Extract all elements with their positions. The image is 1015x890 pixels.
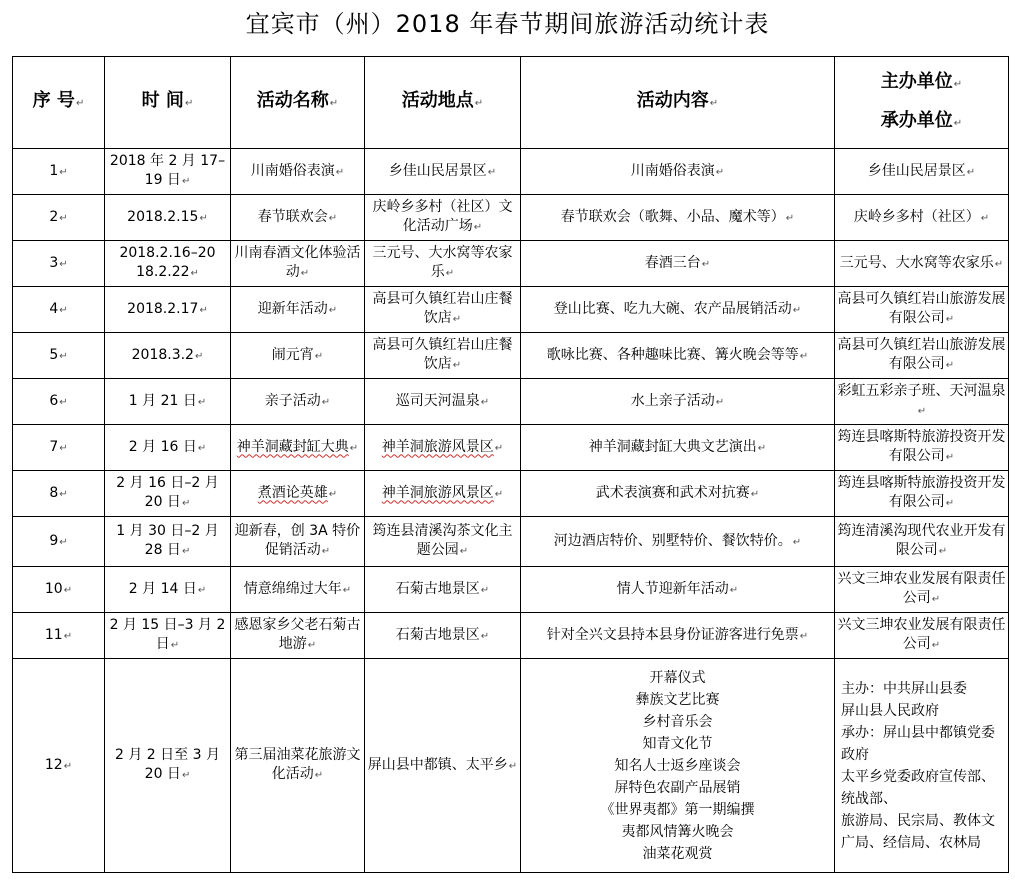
cell-no: 6↵ bbox=[13, 379, 105, 425]
cell-name: 迎新年活动↵ bbox=[231, 287, 365, 333]
table-row bbox=[13, 567, 1009, 613]
org-line: 旅游局、民宗局、教体文广局、经信局、农林局 bbox=[841, 812, 995, 851]
cell-name: 感恩家乡父老石菊古地游↵ bbox=[231, 613, 365, 659]
cell-name: 神羊洞藏封缸大典↵ bbox=[231, 425, 365, 471]
cell-content: 春酒三台↵ bbox=[521, 241, 835, 287]
cell-time: 2 月 16 日–2 月 20 日↵ bbox=[105, 471, 231, 517]
cell-content: 登山比赛、吃九大碗、农产品展销活动↵ bbox=[521, 287, 835, 333]
header-time: 时 间↵ bbox=[105, 57, 231, 149]
content-line: 知名人士返乡座谈会 bbox=[614, 757, 741, 774]
content-line: 彝族文艺比赛 bbox=[635, 691, 720, 708]
cell-content: 水上亲子活动↵ bbox=[521, 379, 835, 425]
cell-org: 兴文三坤农业发展有限责任公司↵ bbox=[835, 567, 1009, 613]
content-line: 夷都风情篝火晚会 bbox=[621, 823, 734, 840]
cell-place: 乡佳山民居景区↵ bbox=[365, 149, 521, 195]
cell-place: 神羊洞旅游风景区↵ bbox=[365, 471, 521, 517]
cell-no: 3↵ bbox=[13, 241, 105, 287]
cell-time: 1 月 30 日–2 月 28 日↵ bbox=[105, 517, 231, 567]
content-line: 知青文化节 bbox=[642, 735, 713, 752]
cell-org: 庆岭乡多村（社区）↵ bbox=[835, 195, 1009, 241]
header-row bbox=[13, 57, 1009, 149]
cell-content bbox=[521, 659, 835, 873]
cell-name: 川南春酒文化体验活动↵ bbox=[231, 241, 365, 287]
page-title: 宜宾市（州）2018 年春节期间旅游活动统计表 bbox=[245, 10, 770, 38]
org-line: 太平乡党委政府宣传部、统战部、 bbox=[841, 768, 995, 807]
cell-org: 筠连县喀斯特旅游投资开发有限公司↵ bbox=[835, 425, 1009, 471]
cell-place: 三元号、大水窝等农家乐↵ bbox=[365, 241, 521, 287]
header-name: 活动名称↵ bbox=[231, 57, 365, 149]
cell-name: 情意绵绵过大年↵ bbox=[231, 567, 365, 613]
cell-time: 2018 年 2 月 17–19 日↵ bbox=[105, 149, 231, 195]
table-row bbox=[13, 333, 1009, 379]
table-row bbox=[13, 379, 1009, 425]
table-row bbox=[13, 241, 1009, 287]
table-row bbox=[13, 425, 1009, 471]
table-row bbox=[13, 613, 1009, 659]
cell-time: 2 月 14 日↵ bbox=[105, 567, 231, 613]
cell-org: 乡佳山民居景区↵ bbox=[835, 149, 1009, 195]
cell-content: 河边酒店特价、别墅特价、餐饮特价。↵ bbox=[521, 517, 835, 567]
cell-name: 亲子活动↵ bbox=[231, 379, 365, 425]
cell-name: 迎新春，创 3A 特价促销活动↵ bbox=[231, 517, 365, 567]
cell-content: 神羊洞藏封缸大典文艺演出↵ bbox=[521, 425, 835, 471]
cell-no: 10↵ bbox=[13, 567, 105, 613]
cell-org: 高县可久镇红岩山旅游发展有限公司↵ bbox=[835, 287, 1009, 333]
cell-content: 情人节迎新年活动↵ bbox=[521, 567, 835, 613]
cell-place: 筠连县清溪沟茶文化主题公园↵ bbox=[365, 517, 521, 567]
cell-content: 春节联欢会（歌舞、小品、魔术等）↵ bbox=[521, 195, 835, 241]
cell-time: 2018.2.15↵ bbox=[105, 195, 231, 241]
table-row bbox=[13, 149, 1009, 195]
cell-time: 2 月 2 日至 3 月 20 日↵ bbox=[105, 659, 231, 873]
cell-no: 8↵ bbox=[13, 471, 105, 517]
content-line: 开幕仪式 bbox=[649, 669, 706, 686]
activity-table bbox=[12, 56, 1009, 873]
cell-name: 第三届油菜花旅游文化活动↵ bbox=[231, 659, 365, 873]
cell-no: 2↵ bbox=[13, 195, 105, 241]
table-row bbox=[13, 471, 1009, 517]
cell-org: 高县可久镇红岩山旅游发展有限公司↵ bbox=[835, 333, 1009, 379]
cell-time: 1 月 21 日↵ bbox=[105, 379, 231, 425]
content-line: 屏特色农副产品展销 bbox=[614, 779, 741, 796]
cell-org: 彩虹五彩亲子班、天河温泉↵ bbox=[835, 379, 1009, 425]
cell-org bbox=[835, 659, 1009, 873]
cell-no: 9↵ bbox=[13, 517, 105, 567]
cell-no: 4↵ bbox=[13, 287, 105, 333]
content-line: 《世界夷都》第一期编撰 bbox=[600, 801, 755, 818]
cell-org: 兴文三坤农业发展有限责任公司↵ bbox=[835, 613, 1009, 659]
cell-name: 煮酒论英雄↵ bbox=[231, 471, 365, 517]
cell-place: 屏山县中都镇、太平乡↵ bbox=[365, 659, 521, 873]
cell-content: 川南婚俗表演↵ bbox=[521, 149, 835, 195]
org-line: 承办：屏山县中都镇党委政府 bbox=[841, 724, 995, 763]
cell-place: 巡司天河温泉↵ bbox=[365, 379, 521, 425]
cell-content: 歌咏比赛、各种趣味比赛、篝火晚会等等↵ bbox=[521, 333, 835, 379]
org-line: 主办：中共屏山县委 bbox=[841, 680, 967, 697]
cell-no: 7↵ bbox=[13, 425, 105, 471]
org-line: 屏山县人民政府 bbox=[841, 702, 939, 719]
header-content: 活动内容↵ bbox=[521, 57, 835, 149]
cell-time: 2 月 16 日↵ bbox=[105, 425, 231, 471]
cell-org: 筠连县喀斯特旅游投资开发有限公司↵ bbox=[835, 471, 1009, 517]
cell-org: 筠连清溪沟现代农业开发有限公司↵ bbox=[835, 517, 1009, 567]
cell-org: 三元号、大水窝等农家乐↵ bbox=[835, 241, 1009, 287]
cell-place: 高县可久镇红岩山庄餐饮店↵ bbox=[365, 287, 521, 333]
table-row bbox=[13, 517, 1009, 567]
cell-time: 2 月 15 日–3 月 2 日↵ bbox=[105, 613, 231, 659]
cell-place: 庆岭乡多村（社区）文化活动广场↵ bbox=[365, 195, 521, 241]
cell-place: 石菊古地景区↵ bbox=[365, 613, 521, 659]
cell-no: 12↵ bbox=[13, 659, 105, 873]
cell-time: 2018.3.2↵ bbox=[105, 333, 231, 379]
cell-name: 川南婚俗表演↵ bbox=[231, 149, 365, 195]
cell-time: 2018.2.16–20 18.2.22↵ bbox=[105, 241, 231, 287]
cell-place: 石菊古地景区↵ bbox=[365, 567, 521, 613]
cell-no: 11↵ bbox=[13, 613, 105, 659]
cell-name: 春节联欢会↵ bbox=[231, 195, 365, 241]
cell-content: 针对全兴文县持本县身份证游客进行免票↵ bbox=[521, 613, 835, 659]
table-row bbox=[13, 195, 1009, 241]
header-no: 序 号↵ bbox=[13, 57, 105, 149]
cell-content: 武术表演赛和武术对抗赛↵ bbox=[521, 471, 835, 517]
cell-time: 2018.2.17↵ bbox=[105, 287, 231, 333]
cell-no: 1↵ bbox=[13, 149, 105, 195]
cell-name: 闹元宵↵ bbox=[231, 333, 365, 379]
header-organizer: 主办单位↵ 承办单位↵ bbox=[835, 57, 1009, 149]
content-line: 油菜花观赏 bbox=[642, 845, 713, 862]
table-row bbox=[13, 659, 1009, 873]
cell-place: 神羊洞旅游风景区↵ bbox=[365, 425, 521, 471]
table-row bbox=[13, 287, 1009, 333]
cell-no: 5↵ bbox=[13, 333, 105, 379]
header-place: 活动地点↵ bbox=[365, 57, 521, 149]
cell-place: 高县可久镇红岩山庄餐饮店↵ bbox=[365, 333, 521, 379]
content-line: 乡村音乐会 bbox=[642, 713, 713, 730]
